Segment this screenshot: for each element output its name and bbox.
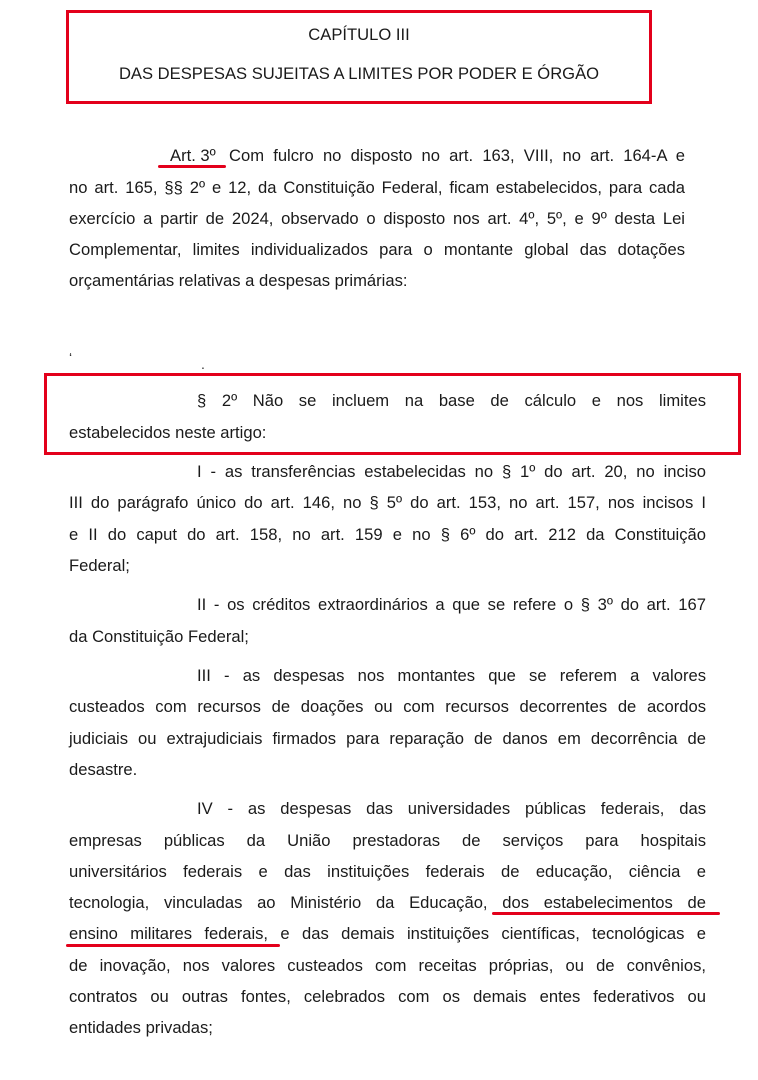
item4-underline-1 [492,912,720,915]
paragraph2-line-1: § 2º Não se incluem na base de cálculo e nos limites [197,391,706,410]
item1-line-1: I - as transferências estabelecidas no § 1º do art. 20, no inciso [197,462,706,481]
paragraph2-line-2: estabelecidos neste artigo: [69,423,267,442]
item1-line-4: Federal; [69,556,130,575]
item4-line-4: tecnologia, vinculadas ao Ministério da Educação, dos estabelecimentos de [69,893,706,912]
article-line-3: exercício a partir de 2024, observado o disposto nos art. 4º, 5º, e 9º desta Lei [69,209,685,228]
item4-line-3: universitários federais e das instituições federais de educação, ciência e [69,862,706,881]
item3-line-3: judiciais ou extrajudiciais firmados para reparação de danos em decorrência de [69,729,706,748]
article-line-4: Complementar, limites individualizados para o montante global das dotações [69,240,685,259]
item1-line-3: e II do caput do art. 158, no art. 159 e no § 6º do art. 212 da Constituição [69,525,706,544]
elision-mark-right: . [201,356,205,372]
chapter-title: DAS DESPESAS SUJEITAS A LIMITES POR PODER E ÓRGÃO [118,64,600,83]
item4-underline-2 [66,944,280,947]
article-line-1: Com fulcro no disposto no art. 163, VIII, no art. 164-A e [229,146,685,165]
item1-line-2: III do parágrafo único do art. 146, no § 5º do art. 153, no art. 157, nos incisos I [69,493,706,512]
item4-line-2: empresas públicas da União prestadoras de serviços para hospitais [69,831,706,850]
item4-line-6: de inovação, nos valores custeados com receitas próprias, ou de convênios, [69,956,706,975]
item4-line-5: ensino militares federais, e das demais instituições científicas, tecnológicas e [69,924,706,943]
item4-line-8: entidades privadas; [69,1018,213,1037]
item4-line-7: contratos ou outras fontes, celebrados com os demais entes federativos ou [69,987,706,1006]
chapter-number: CAPÍTULO III [308,25,410,44]
item2-line-1: II - os créditos extraordinários a que se refere o § 3º do art. 167 [197,595,706,614]
item3-line-2: custeados com recursos de doações ou com recursos decorrentes de acordos [69,697,706,716]
elision-mark-left: ʻ [69,350,73,366]
item3-line-4: desastre. [69,760,138,779]
item4-line-1: IV - as despesas das universidades públicas federais, das [197,799,706,818]
article-label-underline [158,165,226,168]
article-line-5: orçamentárias relativas a despesas primárias: [69,271,408,290]
item3-line-1: III - as despesas nos montantes que se referem a valores [197,666,706,685]
article-label: Art. 3º [170,146,216,165]
article-line-2: no art. 165, §§ 2º e 12, da Constituição Federal, ficam estabelecidos, para cada [69,178,685,197]
item2-line-2: da Constituição Federal; [69,627,249,646]
